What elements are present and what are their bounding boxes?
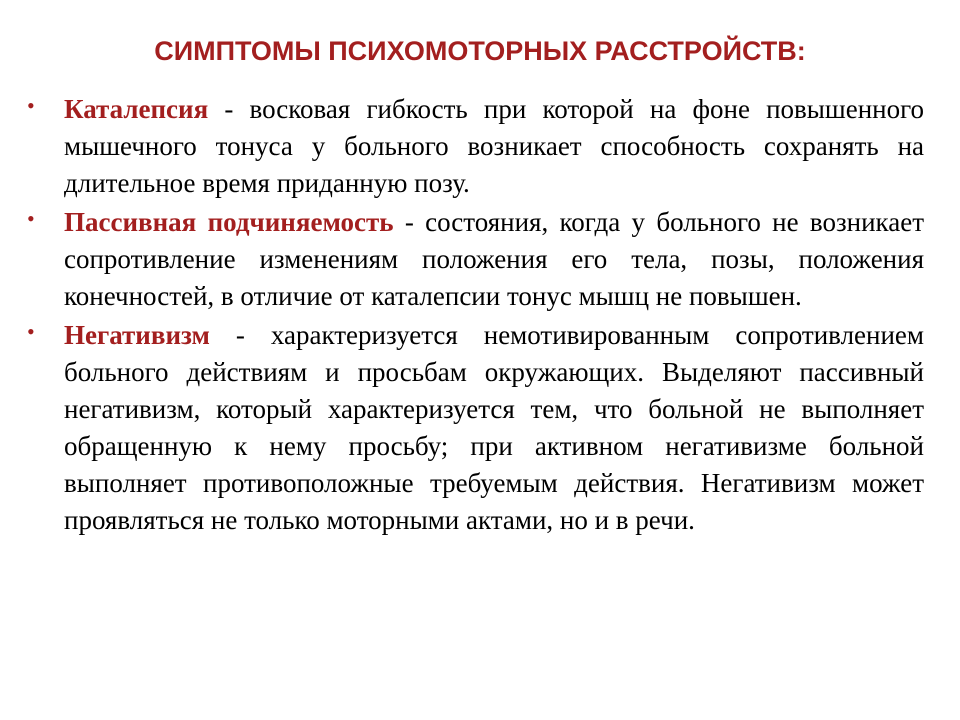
- bullet-icon: •: [27, 93, 35, 118]
- term-separator: -: [209, 320, 271, 350]
- symptom-list: [24, 91, 924, 541]
- term-negativism: Негативизм: [64, 320, 210, 350]
- bullet-icon: •: [27, 319, 35, 344]
- term-catalepsy: Каталепсия: [64, 94, 209, 124]
- term-separator: -: [393, 207, 426, 237]
- slide-title: СИМПТОМЫ ПСИХОМОТОРНЫХ РАССТРОЙСТВ:: [154, 36, 806, 66]
- bullet-icon: •: [27, 206, 35, 231]
- list-item: [24, 91, 924, 202]
- list-item: [24, 317, 924, 539]
- definition-text: восковая гибкость при которой на фоне повышенного мышечного тонуса у больного возникает способность сохранять на длительное время приданную позу.: [64, 94, 924, 198]
- definition-text: характеризуется немотивированным сопротивлением больного действиям и просьбам окружающих. Выделяют пассивный негативизм, который характеризуется тем, что больной не выполняет обращенную к нему просьбу; при активном негативизме больной выполняет противоположные требуемым действия. Негативизм может проявляться не только моторными актами, но и в речи.: [64, 320, 924, 535]
- term-separator: -: [208, 94, 250, 124]
- term-passive-submission: Пассивная подчиняемость: [64, 207, 394, 237]
- list-item: [24, 204, 924, 315]
- definition-text: состояния, когда у больного не возникает сопротивление изменениям положения его тела, позы, положения конечностей, в отличие от каталепсии тонус мышц не повышен.: [64, 207, 925, 311]
